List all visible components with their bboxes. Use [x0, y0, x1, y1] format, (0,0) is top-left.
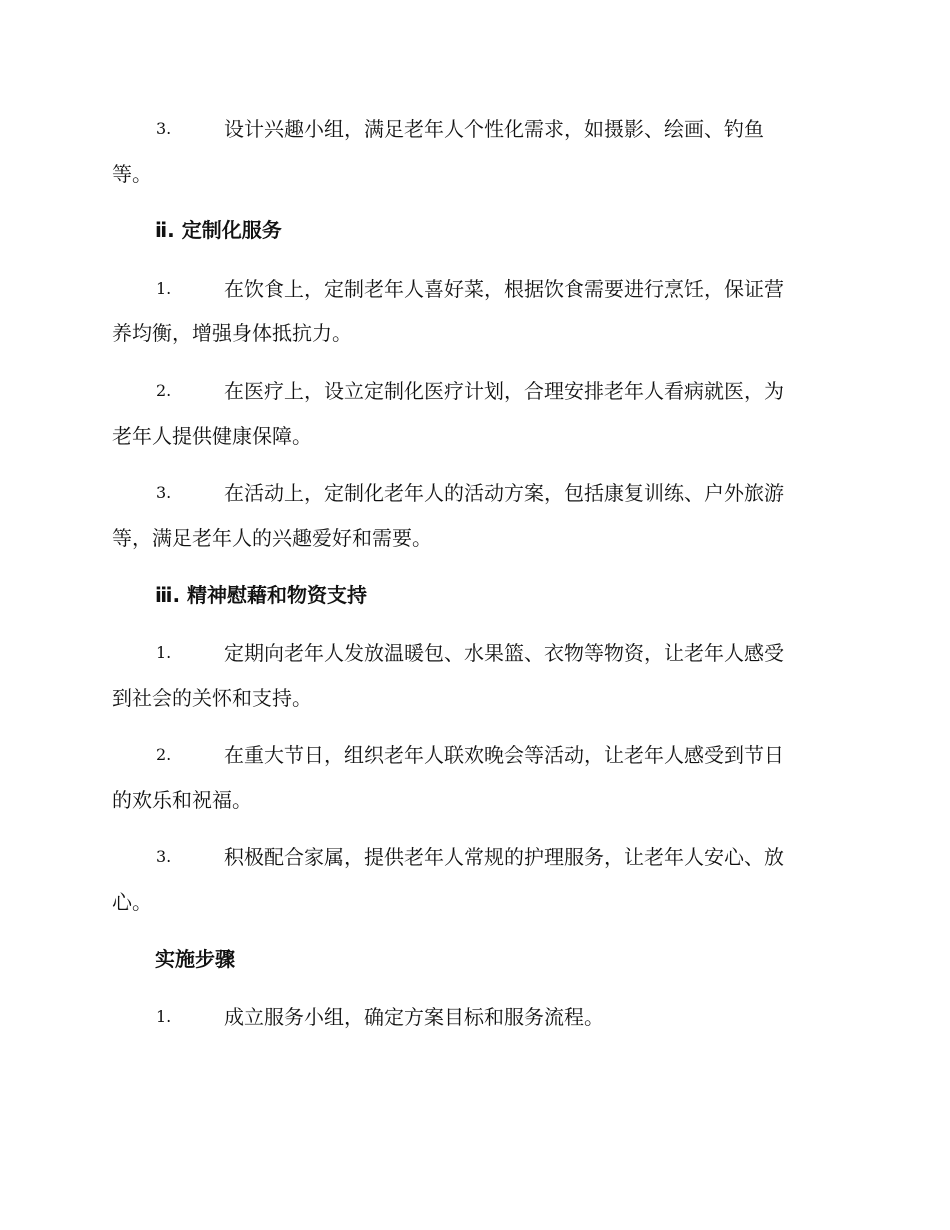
list-item [112, 376, 834, 456]
list-number: 3. [156, 483, 172, 502]
section-heading: ⅱ. 定制化服务 [155, 218, 282, 242]
list-item [112, 740, 834, 820]
list-number: 3. [156, 119, 172, 138]
paragraph-line: 等，满足老年人的兴趣爱好和需要。 [112, 526, 432, 550]
list-number: 1. [156, 1007, 172, 1026]
list-item [112, 1002, 834, 1042]
list-item [112, 114, 834, 194]
section-heading: 实施步骤 [155, 947, 235, 971]
paragraph-line: 积极配合家属，提供老年人常规的护理服务，让老年人安心、放 [224, 845, 784, 869]
list-item [112, 842, 834, 922]
list-item [112, 274, 834, 354]
section-heading: ⅲ. 精神慰藉和物资支持 [155, 583, 368, 607]
list-item [112, 478, 834, 558]
list-number: 1. [156, 643, 172, 662]
list-number: 3. [156, 847, 172, 866]
paragraph-line: 在重大节日，组织老年人联欢晚会等活动，让老年人感受到节日 [224, 743, 784, 767]
paragraph-line: 设计兴趣小组，满足老年人个性化需求，如摄影、绘画、钓鱼 [224, 117, 764, 141]
paragraph-line: 养均衡，增强身体抵抗力。 [112, 321, 352, 345]
paragraph-line: 心。 [112, 890, 152, 914]
paragraph-line: 等。 [112, 162, 152, 186]
paragraph-line: 到社会的关怀和支持。 [112, 686, 312, 710]
list-number: 1. [156, 279, 172, 298]
list-item [112, 638, 834, 718]
paragraph-line: 在医疗上，设立定制化医疗计划，合理安排老年人看病就医，为 [224, 379, 784, 403]
paragraph-line: 老年人提供健康保障。 [112, 424, 312, 448]
paragraph-line: 定期向老年人发放温暖包、水果篮、衣物等物资，让老年人感受 [224, 641, 784, 665]
paragraph-line: 在饮食上，定制老年人喜好菜，根据饮食需要进行烹饪，保证营 [224, 277, 784, 301]
paragraph-line: 的欢乐和祝福。 [112, 788, 252, 812]
paragraph-line: 成立服务小组，确定方案目标和服务流程。 [224, 1005, 604, 1029]
list-number: 2. [156, 745, 172, 764]
list-number: 2. [156, 381, 172, 400]
paragraph-line: 在活动上，定制化老年人的活动方案，包括康复训练、户外旅游 [224, 481, 784, 505]
